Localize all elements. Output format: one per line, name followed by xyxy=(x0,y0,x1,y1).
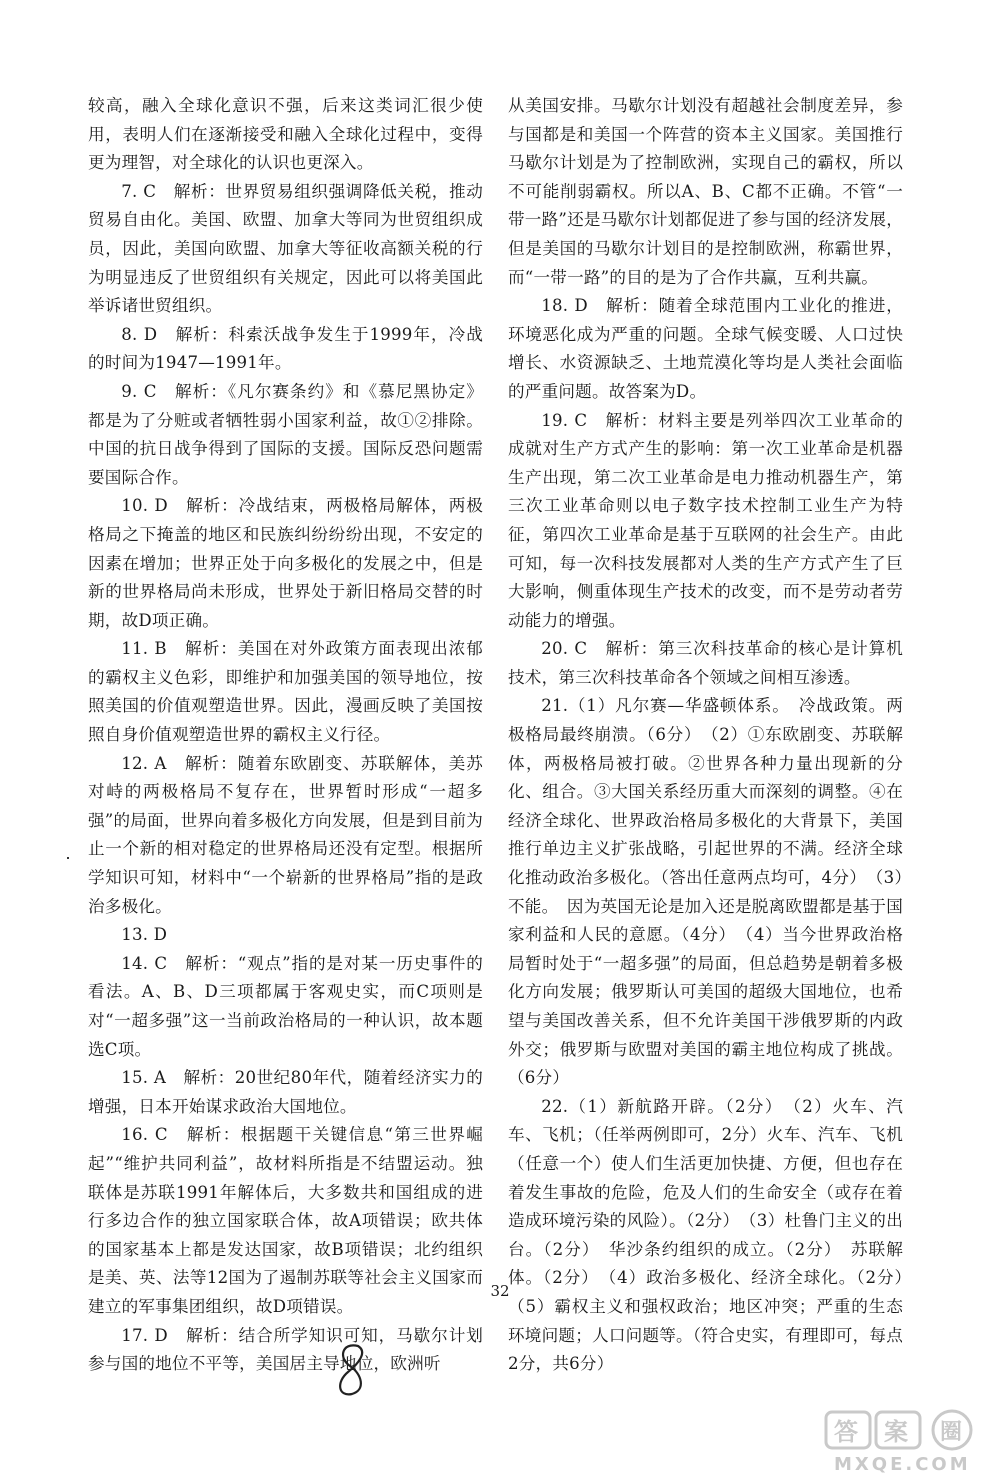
answer-paragraph: 10. D 解析：冷战结束，两极格局解体，两极格局之下掩盖的地区和民族纠纷纷纷出现，不安定的因素在增加；世界正处于向多极化的发展之中，但是新的世界格局尚未形成，世界处于新旧格局交替的时期，故D项正确。 xyxy=(88,496,483,630)
svg-text:案: 案 xyxy=(884,1418,908,1446)
answer-paragraph: 较高，融入全球化意识不强，后来这类词汇很少使用，表明人们在逐渐接受和融入全球化过程中，变得更为理智，对全球化的认识也更深入。 xyxy=(88,96,483,173)
answer-paragraph: 17. D 解析：结合所学知识可知，马歇尔计划参与国的地位不平等，美国居主导地位，欧洲听 xyxy=(88,1325,483,1374)
answer-paragraph: 15. A 解析：20世纪80年代，随着经济实力的增强，日本开始谋求政治大国地位。 xyxy=(88,1068,483,1116)
right-column xyxy=(508,92,920,1379)
answer-paragraph: 9. C 解析：《凡尔赛条约》和《慕尼黑协定》都是为了分赃或者牺牲弱小国家利益，故①②排除。中国的抗日战争得到了国际的支援。国际反恐问题需要国际合作。 xyxy=(88,381,483,487)
answer-paragraph: 11. B 解析：美国在对外政策方面表现出浓郁的霸权主义色彩，即维护和加强美国的领导地位，按照美国的价值观塑造世界。因此，漫画反映了美国按照自身价值观塑造世界的霸权主义行径。 xyxy=(88,639,483,745)
answer-paragraph: 22.（1）新航路开辟。（2分） （2）火车、汽车、飞机；（任举两例即可，2分）火车、汽车、飞机（任意一个）使人们生活更加快捷、方便，但也存在着发生事故的危险，危及人们的生命安全（或存在着造成环境污染的风险）。（2分） （3）杜鲁门主义的出台。（2分） 华沙条约组织的成立。（2分） 苏联解体。（2分） （4）政治多极化、经济全球化。（2分） （5）霸权主义和强权政治；地区冲突；严重的生态环境问题；人口问题等。（符合史实，有理即可，每点2分，共6分） xyxy=(508,1096,920,1374)
answer-paragraph: 从美国安排。马歇尔计划没有超越社会制度差异，参与国都是和美国一个阵营的资本主义国家。美国推行马歇尔计划是为了控制欧洲，实现自己的霸权，所以不可能削弱霸权。所以A、B、C都不正确。不管“一带一路”还是马歇尔计划都促进了参与国的经济发展，但是美国的马歇尔计划目的是控制欧洲，称霸世界，而“一带一路”的目的是为了合作共赢，互利共赢。 xyxy=(508,96,903,287)
answer-paragraph: 20. C 解析：第三次科技革命的核心是计算机技术，第三次科技革命各个领域之间相互渗透。 xyxy=(508,639,903,687)
watermark-logo xyxy=(820,1408,990,1474)
answer-paragraph: 19. C 解析：材料主要是列举四次工业革命的成就对生产方式产生的影响：第一次工业革命是机器生产出现，第二次工业革命是电力推动机器生产，第三次工业革命则以电子数字技术控制工业生产为特征，第四次工业革命是基于互联网的社会生产。由此可知，每一次科技发展都对人类的生产方式产生了巨大影响，侧重体现生产技术的改变，而不是劳动者劳动能力的增强。 xyxy=(508,410,903,630)
answer-paragraph: 14. C 解析：“观点”指的是对某一历史事件的看法。A、B、D三项都属于客观史实，而C项则是对“一超多强”这一当前政治格局的一种认识，故本题选C项。 xyxy=(88,953,483,1059)
svg-text:MXQE.COM: MXQE.COM xyxy=(834,1454,971,1474)
answer-paragraph: 21.（1）凡尔赛—华盛顿体系。 冷战政策。两极格局最终崩溃。（6分） （2）①东欧剧变、苏联解体，两极格局被打破。②世界各种力量出现新的分化、组合。③大国关系经历重大而深刻的调整。④在经济全球化、世界政治格局多极化的大背景下，美国推行单边主义扩张战略，引起世界的不满。经济全球化推动政治多极化。（答出任意两点均可，4分） （3）不能。 因为英国无论是加入还是脱离欧盟都是基于国家利益和人民的意愿。（4分） （4）当今世界政治格局暂时处于“一超多强”的局面，但总趋势是朝着多极化方向发展；俄罗斯认可美国的超级大国地位，也希望与美国改善关系，但不允许美国干涉俄罗斯的内政外交；俄罗斯与欧盟对美国的霸主地位构成了挑战。（6分） xyxy=(508,696,903,1088)
answer-paragraph: 16. C 解析：根据题干关键信息“第三世界崛起”“维护共同利益”，故材料所指是不结盟运动。独联体是苏联1991年解体后，大多数共和国组成的进行多边合作的独立国家联合体，故A项错误；欧共体的国家基本上都是发达国家，故B项错误；北约组织是美、英、法等12国为了遏制苏联等社会主义国家而建立的军事集团组织，故D项错误。 xyxy=(88,1125,483,1316)
answer-paragraph: 7. C 解析：世界贸易组织强调降低关税，推动贸易自由化。美国、欧盟、加拿大等同为世贸组织成员，因此，美国向欧盟、加拿大等征收高额关税的行为明显违反了世贸组织有关规定，因此可以将美国此举诉诸世贸组织。 xyxy=(88,181,483,316)
scan-speck xyxy=(67,857,69,859)
answer-paragraph: 13. D xyxy=(121,925,168,945)
svg-text:答: 答 xyxy=(834,1418,858,1446)
answer-paragraph: 12. A 解析：随着东欧剧变、苏联解体，美苏对峙的两极格局不复存在，世界暂时形成“一超多强”的局面，世界向着多极化方向发展，但是到目前为止一个新的相对稳定的世界格局还没有定型。根据所学知识可知，材料中“一个崭新的世界格局”指的是政治多极化。 xyxy=(88,753,483,916)
left-column xyxy=(88,92,483,1379)
page-number: 32 xyxy=(490,1282,510,1300)
answer-paragraph: 8. D 解析：科索沃战争发生于1999年，冷战的时间为1947—1991年。 xyxy=(88,324,483,373)
handwritten-eight-mark xyxy=(328,1340,378,1400)
svg-text:圈: 圈 xyxy=(940,1420,963,1445)
answer-paragraph: 18. D 解析：随着全球范围内工业化的推进，环境恶化成为严重的问题。全球气候变暖、人口过快增长、水资源缺乏、土地荒漠化等均是人类社会面临的严重问题。故答案为D。 xyxy=(508,296,903,401)
